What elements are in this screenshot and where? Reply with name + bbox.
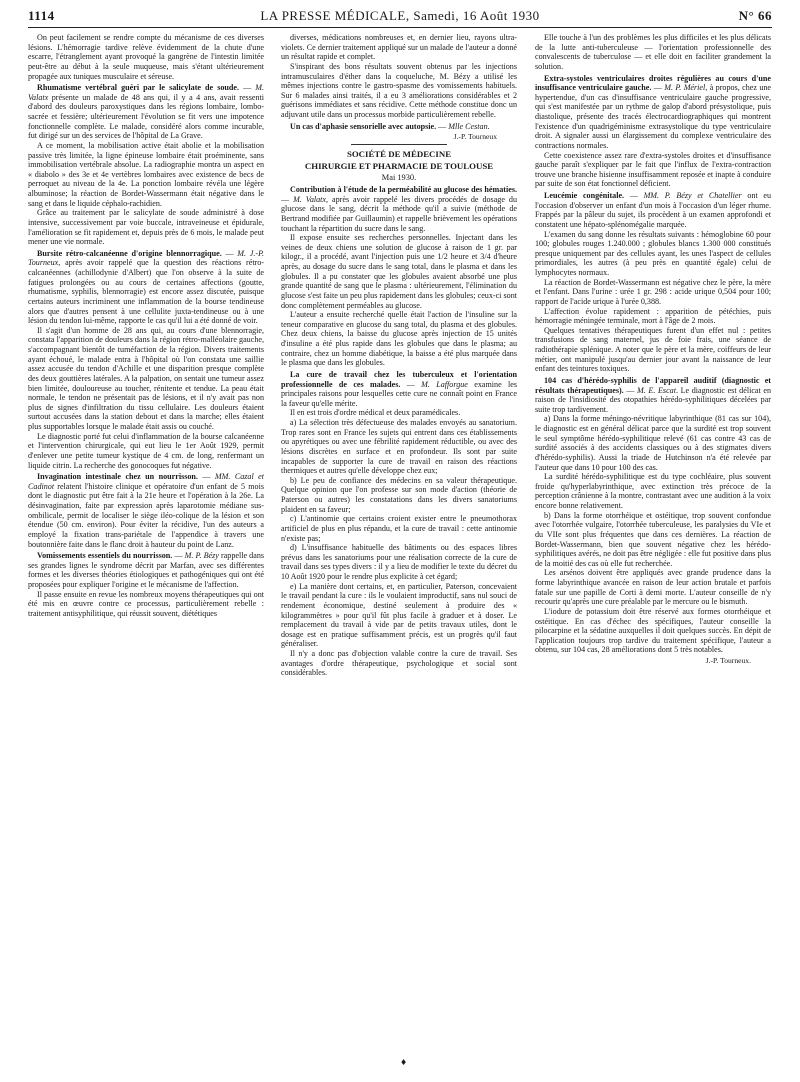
article: La cure de travail chez les tuberculeux et l'orientation professionnelle de ces malades. — M. Lafforgue examine les principales raisons pour lesquelles cette cure ne connaît point en France la faveur qu'elle mérite. — [281, 369, 517, 408]
article-title: Contribution à l'étude de la perméabilité au glucose des hématies. — [290, 185, 517, 195]
article-author: M. P. Bézy — [184, 551, 219, 561]
paragraph: Il s'agit d'un homme de 28 ans qui, au cours d'une blennorragie, constata l'apparition de douleurs dans la région rétro-malléolaire gauche, s'accompagnant bientôt de tuméfaction de la région. Divers traitements ayant échoué, le malade entra à l'hôpital où l'on constata une saillie assez accusée du tendon d'Achille et une disparition presque complète des deux gouttières latérales. A la palpation, on sentait une tumeur assez bien limitée, douloureuse au toucher, rénitente et tendue. La peau était normale, le tendon ne présentait pas de lésions, et il n'y avait pas non plus de signes d'infiltration du tissu cellulaire. Les douleurs étaient surtout accusées dans la station debout et dans la marche; elles étaient plus supportables lorsque le malade était assis ou couché. — [28, 325, 264, 431]
article-author: MM. Cazal et Cadinot — [28, 472, 264, 491]
article-body: , après avoir rappelé les divers procédés de dosage du glucose dans le sang, décrit la méthode qu'il a suivie (méthode de Bertrand modifiée par Guillaumin) et rappelle brièvement les opérations touchant la répartition du sucre dans le sang. — [281, 194, 517, 233]
article-title: La cure de travail chez les tuberculeux et l'orientation professionnelle de ces malades. — [281, 369, 517, 389]
column-1 — [28, 33, 264, 1063]
paragraph: A ce moment, la mobilisation active était abolie et la mobilisation passive très limitée, la ligne épineuse lombaire était proéminente, sans immobilisation vertébrale absolue. La radiographie montra un aspect en « diabolo » des 3e et 4e vertèbres lombaires avec existence de becs de perroquet au niveau de la 4e. La ponction lombaire révéla une légère albuminose; la réaction de Bordet-Wassermann était négative dans le sang et dans le liquide céphalo-rachidien. — [28, 140, 264, 208]
society-title-1: SOCIÉTÉ DE MÉDECINE — [346, 149, 452, 160]
article-author: M. Valatx — [28, 83, 264, 102]
paragraph: L'affection évolue rapidement : apparition de pétéchies, puis hémorragie méningée terminale, mort à l'âge de 2 mois. — [535, 306, 771, 326]
section-divider — [351, 144, 447, 145]
paragraph: La surdité hérédo-syphilitique est du type cochléaire, plus souvent froide qu'hyperlabyrinthique, avec extinction très précoce de la perception crânienne à la montre, contrastant avec une audition à la voix encore bonne relativement. — [535, 472, 771, 510]
paragraph: Il en est trois d'ordre médical et deux paramédicales. — [290, 408, 461, 418]
paragraph: Il expose ensuite ses recherches personnelles. Injectant dans les veines de deux chiens une solution de glucose à raison de 1 gr. par kilogr., il a procédé, avant l'injection puis une 1/2 heure et 3/4 d'heure après, au dosage du sucre dans le sang total, dans le plasma et dans les globules. Il a pu constater que les globules avaient absorbé une plus grande quantité de sang que le plasma : ultérieurement, l'élimination du glucose s'est faite un peu plus rapidement dans les globules; ceux-ci sont donc complètement perméables au glucose. — [281, 233, 517, 310]
article-author: M. Valatx — [293, 194, 327, 204]
article-author: MM. P. Bézy et Chatellier — [643, 191, 742, 200]
society-title-2: CHIRURGIE ET PHARMACIE DE TOULOUSE — [304, 161, 494, 172]
page-header — [28, 8, 772, 26]
paragraph: a) Dans la forme méningo-névritique labyrinthique (81 cas sur 104), le diagnostic est en général délicat parce que la surdité est trop souvent le seul symptôme hérédo-syphilitique relevé (61 cas contre 43 cas de surdité associés à des accidents classiques ou à des stigmates divers d'hérédo-syphilis). Aussi la triade de Hutchinson n'a été relevée par l'auteur que dans 10 pour 100 des cas. — [535, 414, 771, 472]
article-body: présente un malade de 48 ans qui, il y a 4 ans, avait ressenti d'abord des douleurs paroxystiques dans les régions lombaire, lombo-sacrée et fessière; ultérieurement l'évolution se fit vers une impotence fonctionnelle complète. Le malade, considéré alors comme incurable, fut dirigé sur un des services de l'hôpital de La Grave. — [28, 92, 264, 141]
paragraph: Les arsénos doivent être appliqués avec grande prudence dans la forme labyrinthique avancée en raison de leur action brutale et parfois fatale sur une papille de Corti à demi morte. L'auteur conseille de n'y recourir qu'après une cure préalable par le mercure ou le bismuth. — [535, 568, 771, 607]
paragraph: Il n'y a donc pas d'objection valable contre la cure de travail. Ses avantages d'ordre thérapeutique, psychologique et social sont considérables. — [281, 649, 517, 678]
article: Extra-systoles ventriculaires droites régulières au cours d'une insuffisance ventriculaire gauche. — M. P. Mériel, à propos, chez une hypertendue, d'un cas d'insuffisance ventriculaire gauche progressive, qui s'est manifestée par un rythme de galop d'abord présystolique, puis diastolique, présente des tracés électrocardiographiques qui montrent l'existence d'un quadrigéminisme extrasystolique du type ventriculaire droit. A signaler aussi un élargissement du complexe ventriculaire des contractions normales. — [535, 73, 771, 150]
paragraph: La réaction de Bordet-Wassermann est négative chez le père, la mère et l'enfant. Dans l'urine : urée 1 gr. 298 : acide urique 0,504 pour 100; rapport de l'acide urique à l'urée 0,388. — [535, 277, 771, 306]
article-title: Vomissements essentiels du nourrisson. — [37, 551, 173, 561]
issue-number: N° 66 — [738, 8, 772, 23]
article-body: . Le diagnostic est délicat en raison de l'insidiosité des otopathies hérédo-syphilitiques décelées par suite trop tardivement. — [535, 385, 771, 414]
article-title: Extra-systoles ventriculaires droites régulières au cours d'une insuffisance ventriculaire gauche. — [535, 73, 771, 93]
article: Un cas d'aphasie sensorielle avec autopsie. — Mlle Cestan. — [290, 121, 490, 131]
paragraph: diverses, médications nombreuses et, en dernier lieu, rayons ultra-violets. Ce dernier traitement appliqué sur un malade de l'auteur a donné un résultat rapide et complet. — [281, 33, 517, 62]
paragraph: Elle touche à l'un des problèmes les plus difficiles et les plus délicats de la lutte anti-tuberculeuse — l'orientation professionnelle des convalescents de tuberculose — et elle doit en faciliter grandement la solution. — [535, 33, 771, 71]
paragraph: a) La sélection très défectueuse des malades envoyés au sanatorium. Trop rares sont en France les sujets qui entrent dans ces établissements ou apyrétiques ou avec une fébrilité rapidement réductible, ou avec des lésions discrètes en surface et en profondeur. Ils sont par suite incapables de supporter la cure de travail en raison des réactions thermiques et autres qu'elle développe chez eux; — [281, 418, 517, 476]
footer-mark: ♦ — [400, 1058, 408, 1067]
article-title: Rhumatisme vertébral guéri par le salicylate de soude. — [37, 83, 240, 93]
article-author: M. P. Mériel — [664, 83, 706, 93]
article-author: M. Lafforgue — [421, 379, 468, 389]
paragraph: On peut facilement se rendre compte du mécanisme de ces diverses lésions. L'hémorragie tardive relève évidemment de la chute d'une escarre, l'étranglement ayant provoqué la gangrène de l'intestin limitée peut-être au début à la seule muqueuse, mais s'étant ultérieurement propagée aux tuniques musculaire et séreuse. — [28, 33, 264, 81]
paragraph: L'iodure de potassium doit être réservé aux formes otorrhéique et ostéitique. En cas d'échec des spécifiques, l'auteur conseille la pilocarpine et la sédatine auxquelles il doit quelques succès. En dépit de l'application toujours trop tardive du traitement spécifique, l'auteur a obtenu, sur 104 cas, 28 améliorations dont 5 très notables. — [535, 606, 771, 655]
paragraph: b) Le peu de confiance des médecins en sa valeur thérapeutique. Quelque opinion que l'on professe sur son mode d'action (théorie de Paterson ou autres) les constatations dans les divers sanatoriums plaident en sa faveur; — [281, 475, 517, 514]
paragraph: Grâce au traitement par le salicylate de soude administré à dose intensive, successivement par voie buccale, intraveineuse et épidurale, l'amélioration se fit rapidement et, depuis près de 6 mois, le malade peut mener une vie normale. — [28, 208, 264, 247]
article-body: , à propos, chez une hypertendue, d'un cas d'insuffisance ventriculaire gauche progressive, qui s'est manifestée par un rythme de galop d'abord présystolique, puis diastolique, présente des tracés électrocardiographiques qui montrent l'existence d'un quadrigéminisme extrasystolique du type ventriculaire droit. A signaler aussi un élargissement du complexe ventriculaire des contractions normales. — [535, 83, 771, 150]
column-2 — [281, 33, 517, 1063]
paragraph: d) L'insuffisance habituelle des bâtiments ou des espaces libres prévus dans les sanatoriums pour une réalisation correcte de la cure de travail dans ses types divers : il y a lieu de modifier le texte du décret du 10 Août 1920 pour le rendre plus explicite à cet égard; — [281, 543, 517, 582]
article-author: Mlle Cestan. — [448, 121, 490, 131]
society-date: Mai 1930. — [381, 173, 417, 183]
paragraph: e) La manière dont certains, et, en particulier, Paterson, concevaient le travail pendant la cure : ils le voulaient improductif, sans nul souci de rendement économique, destiné seulement à produire des « kilogrammètres » pour qu'il fût plus facile à graduer et à doser. Le remplacement du travail à vide par de petits travaux utiles, dont le dosage est en pratique suffisamment précis, est un progrès qu'il faut généraliser. — [281, 581, 517, 649]
article-title: Bursite rétro-calcanéenne d'origine blennorragique. — [37, 248, 222, 258]
paragraph: S'inspirant des bons résultats souvent obtenus par les injections intramusculaires d'éther dans la coqueluche, M. Bézy a utilisé les mêmes injections contre le gastro-spasme des vomissements habituels. Sur 6 malades ainsi traités, il a eu 3 améliorations considérables et 2 guérisons immédiates et sans récidive. Cette méthode constitue donc un adjuvant utile dans un processus morbide particulièrement rebelle. — [281, 61, 517, 119]
article-body: rappelle dans ses grandes lignes le syndrome décrit par Marfan, avec ses différentes formes et les diverses théories étiologiques et pathogéniques qui ont été proposées pour expliquer l'origine et le mécanisme de l'affection. — [28, 551, 264, 589]
article-title: Invagination intestinale chez un nourrisson. — [37, 472, 198, 482]
paragraph: c) L'antinomie que certains croient exister entre le pneumothorax artificiel de plus en plus répandu, et la cure de travail : cette antinomie n'existe pas; — [281, 514, 517, 543]
paragraph: Il passe ensuite en revue les nombreux moyens thérapeutiques qui ont été mis en œuvre contre ce processus, particulièrement rebelle : traitement antisyphilitique, qui réussit souvent, diététiques — [28, 589, 264, 618]
article-author: M. E. Escat — [637, 385, 676, 395]
article-body: relatent l'histoire clinique et opératoire d'un enfant de 5 mois dont le diagnostic put être fait à la 21e heure et l'opération à la 26e. La désinvagination, faite par expression après laparotomie médiane sus-ombilicale, permit de localiser le siège iléo-colique de la lésion et son étendue (50 cm. environ). Pour éviter la récidive, l'un des auteurs a employé la fixation trans-pariétale de l'appendice à travers une boutonnière faite dans le flanc droit à hauteur du point de Lanz. — [28, 481, 264, 549]
paragraph: Cette coexistence assez rare d'extra-systoles droites et d'insuffisance gauche paraît s'expliquer par le fait que l'influx de l'extra-contraction trouve une branche hisienne insuffisamment reposée et inapte à conduire par suite de son état fonctionnel déficient. — [535, 150, 771, 189]
article-title: 104 cas d'hérédo-syphilis de l'appareil auditif (diagnostic et résultats thérapeutiques). — [535, 375, 771, 395]
article: Leucémie congénitale. — MM. P. Bézy et Chatellier ont eu l'occasion d'observer un enfant d'un mois à l'occasion d'un léger rhume. Frappés par la pâleur du sujet, ils procèdent à un examen approfondi et constatent une hépato-splénomégalie marquée. — [535, 191, 771, 229]
article: 104 cas d'hérédo-syphilis de l'appareil auditif (diagnostic et résultats thérapeutiques). — M. E. Escat. Le diagnostic est délicat en raison de l'insidiosité des otopathies hérédo-syphilitiques décelées par suite trop tardivement. — [535, 375, 771, 414]
article-title: Leucémie congénitale. — [544, 191, 625, 200]
paragraph: Le diagnostic porté fut celui d'inflammation de la bourse calcanéenne et l'intervention chirurgicale, qui eut lieu le 1er Août 1929, permit d'enlever une petite tumeur kystique de 4 cm. de long, renfermant un liquide citrin. La recherche des gonocoques fut négative. — [28, 431, 264, 470]
column-3 — [535, 33, 771, 1063]
article: Vomissements essentiels du nourrisson. — M. P. Bézy rappelle dans ses grandes lignes le syndrome décrit par Marfan, avec ses différentes formes et les diverses théories étiologiques et pathogéniques qui ont été proposées pour expliquer l'origine et le mécanisme de l'affection. — [28, 551, 264, 589]
article-body: examine les principales raisons pour lesquelles cette cure ne connaît point en France la faveur qu'elle mérite. — [281, 379, 517, 408]
article-body: , après avoir rappelé que la question des réactions rétro-calcanéennes (achillodynie d'Albert) que l'on observe à la suite de fatigues prolongées ou au cours de certaines affections (goutte, rhumatisme, syphilis, blennorragie) est encore assez discutée, puisque certains auteurs incriminent une inflammation de la bourse tendineuse alors que d'autres pensent à une cellulite juxta-tendineuse ou à une lésion du tendon lui-même, rapporte le cas qu'il lui a été donné de voir. — [28, 258, 264, 326]
article-body: ont eu l'occasion d'observer un enfant d'un mois à l'occasion d'un léger rhume. Frappés par la pâleur du sujet, ils procèdent à un examen approfondi et constatent une hépato-splénomégalie marquée. — [535, 191, 771, 229]
article-title: Un cas d'aphasie sensorielle avec autopsie. — [290, 121, 437, 131]
article: Bursite rétro-calcanéenne d'origine blennorragique. — M. J.-P. Tourneux, après avoir rappelé que la question des réactions rétro-calcanéennes (achillodynie d'Albert) que l'on observe à la suite de fatigues prolongées ou au cours de certaines affections (goutte, rhumatisme, syphilis, blennorragie) est encore assez discutée, puisque certains auteurs incriminent une inflammation de la bourse tendineuse alors que d'autres pensent à une cellulite juxta-tendineuse ou à une lésion du tendon lui-même, rapporte le cas qu'il lui a été donné de voir. — [28, 248, 264, 326]
paragraph: Quelques tentatives thérapeutiques furent d'un effet nul : petites transfusions de sang maternel, jus de foie frais, une séance de radiothérapie splénique. A noter que le père et la mère, coiffeurs de leur métier, ont manipulé jusqu'au dernier jour avant la naissance de leur enfant des teintures toxiques. — [535, 325, 771, 374]
article: Rhumatisme vertébral guéri par le salicylate de soude. — M. Valatx présente un malade de 48 ans qui, il y a 4 ans, avait ressenti d'abord des douleurs paroxystiques dans les régions lombaire, lombo-sacrée et fessière; ultérieurement l'évolution se fit vers une impotence fonctionnelle complète. Le malade, considéré alors comme incurable, fut dirigé sur un des services de l'hôpital de La Grave. — [28, 83, 264, 141]
article: Contribution à l'étude de la perméabilité au glucose des hématies. — M. Valatx, après avoir rappelé les divers procédés de dosage du glucose dans le sang, décrit la méthode qu'il a suivie (méthode de Bertrand modifiée par Guillaumin) et rappelle brièvement les opérations touchant la répartition du sucre dans le sang. — [281, 185, 517, 233]
signature: J.-P. Tourneux — [453, 132, 497, 142]
article: Invagination intestinale chez un nourrisson. — MM. Cazal et Cadinot relatent l'histoire clinique et opératoire d'un enfant de 5 mois dont le diagnostic put être fait à la 21e heure et l'opération à la 26e. La désinvagination, faite par expression après laparotomie médiane sus-ombilicale, permit de localiser le siège iléo-colique de la lésion et son étendue (50 cm. environ). Pour éviter la récidive, l'un des auteurs a employé la fixation trans-pariétale de l'appendice à travers une boutonnière faite dans le flanc droit à hauteur du point de Lanz. — [28, 472, 264, 549]
journal-title: LA PRESSE MÉDICALE, Samedi, 16 Août 1930 — [260, 8, 540, 23]
header-rule — [28, 27, 772, 28]
signature: J.-P. Tourneux. — [705, 656, 751, 665]
article-author: M. J.-P. Tourneux — [28, 248, 264, 268]
paragraph: L'auteur a ensuite recherché quelle était l'action de l'insuline sur la teneur comparative en glucose du sang total, du plasma et des globules. Chez deux chiens, la baisse du glucose après injection de 15 unités d'insuline a été plus rapide dans les globules que dans le plasma; au contraire, chez un homme diabétique, la baisse a été plus marquée dans le plasma que dans les globules. — [281, 310, 517, 368]
page-number: 1114 — [28, 8, 55, 23]
paragraph: b) Dans la forme otorrhéique et ostéitique, trop souvent confondue avec l'otorrhée vulgaire, l'otorrhée tuberculeuse, les paralysies du VIe et du VIIe sont plus fréquentes que dans ces dernières. La réaction de Bordet-Wassermann, bien que souvent négative chez les hérédo-syphilitiques avérés, ne doit pas être négligée : elle fut positive dans plus de la moitié des cas où elle fut recherchée. — [535, 510, 771, 568]
paragraph: L'examen du sang donne les résultats suivants : hémoglobine 60 pour 100; globules rouges 1.240.000 ; globules blancs 1.300 000 constitués presque uniquement par des cellules ayant, les unes l'aspect de cellules primordiales, les autres (à peu près en quantité égale) celui de lymphocytes normaux. — [535, 229, 771, 277]
